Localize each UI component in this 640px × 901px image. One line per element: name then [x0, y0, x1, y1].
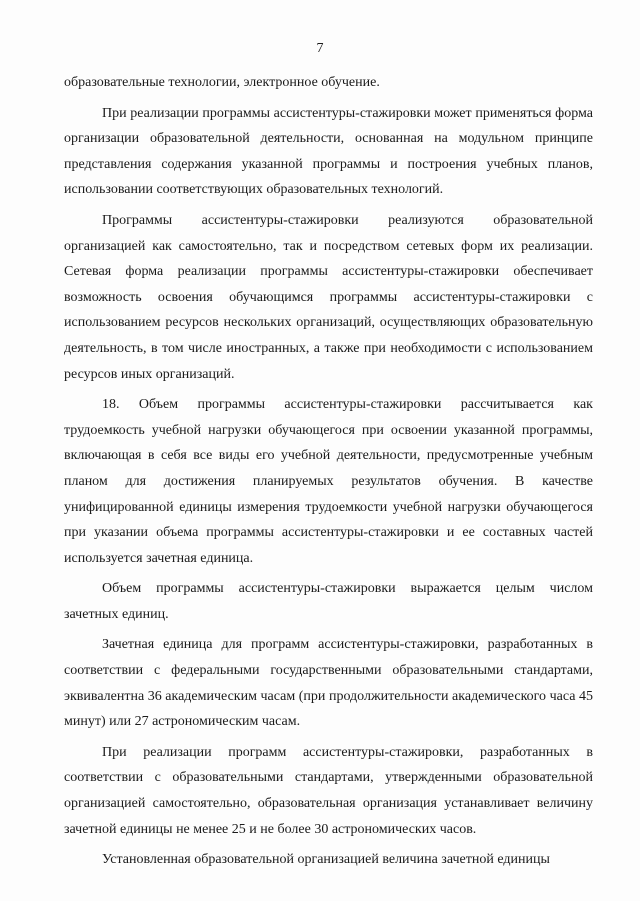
paragraph: образовательные технологии, электронное обучение. [64, 75, 380, 90]
page-number: 7 [316, 41, 324, 56]
paragraph: При реализации программы ассистентуры-стажировки может применяться форма организации образовательной деятельности, основанная на модульном принципе представления содержания указанной программы и построения учебных планов, использовании соответствующих образовательных технологий. [64, 105, 593, 198]
document-body [64, 70, 593, 873]
paragraph: При реализации программ ассистентуры-стажировки, разработанных в соответствии с образовательными стандартами, утвержденными образовательной организацией самостоятельно, образовательная организация устанавливает величину зачетной единицы не менее 25 и не более 30 астрономических часов. [64, 744, 593, 837]
paragraph: Установленная образовательной организацией величина зачетной единицы [102, 852, 550, 868]
paragraph: Программы ассистентуры-стажировки реализуются образовательной организацией как самостоятельно, так и посредством сетевых форм их реализации. Сетевая форма реализации программы ассистентуры-стажировки обеспечивает возможность освоения обучающимся программы ассистентуры-стажировки с использованием ресурсов нескольких организаций, осуществляющих образовательную деятельность, в том числе иностранных, а также при необходимости с использованием ресурсов иных организаций. [64, 212, 593, 382]
paragraph-section-18: 18. Объем программы ассистентуры-стажировки рассчитывается как трудоемкость учебной нагрузки обучающегося при освоении указанной программы, включающая в себя все виды его учебной деятельности, предусмотренные учебным планом для достижения планируемых результатов обучения. В качестве унифицированной единицы измерения трудоемкости учебной нагрузки обучающегося при указании объема программы ассистентуры-стажировки и ее составных частей используется зачетная единица. [64, 397, 593, 566]
paragraph: Зачетная единица для программ ассистентуры-стажировки, разработанных в соответствии с федеральными государственными образовательными стандартами, эквивалентна 36 академическим часам (при продолжительности академического часа 45 минут) или 27 астрономическим часам. [64, 637, 593, 730]
paragraph: Объем программы ассистентуры-стажировки выражается целым числом зачетных единиц. [64, 581, 593, 622]
